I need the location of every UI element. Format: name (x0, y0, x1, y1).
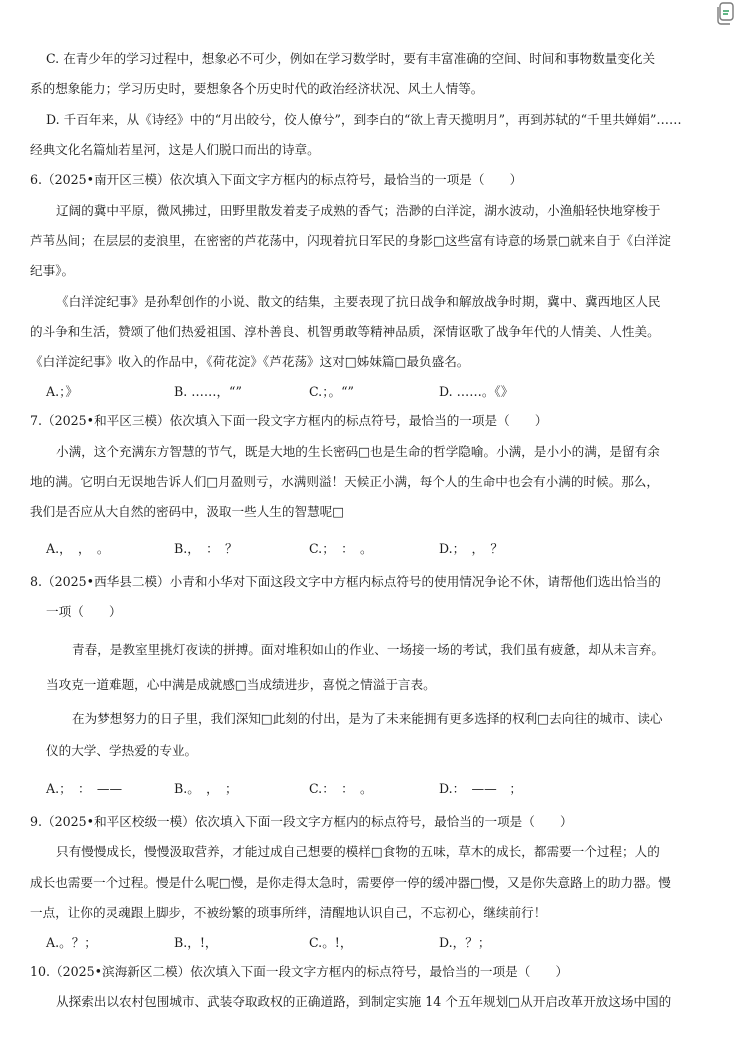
option-c: C.；。“” (309, 384, 354, 399)
copy-icon[interactable] (715, 0, 737, 26)
option-a: A.； ： —— (46, 781, 123, 796)
text-line: 辽阔的冀中平原，微风拂过，田野里散发着麦子成熟的香气；浩渺的白洋淀，湖水波动，小渔船轻快地穿梭于 (56, 203, 661, 218)
text-line: 芦苇丛间；在层层的麦浪里，在密密的芦花荡中，闪现着抗日军民的身影□这些富有诗意的场景□就来自于《白洋淀 (30, 233, 671, 248)
option-d: D.； ， ？ (439, 541, 504, 556)
text-line: 经典文化名篇灿若星河，这是人们脱口而出的诗章。 (30, 142, 320, 157)
option-d: D. ……。《》 (439, 384, 514, 399)
text-line: 地的满。它明白无误地告诉人们□月盈则亏，水满则溢！天候正小满，每个人的生命中也会有小满的时候。那么， (30, 474, 659, 489)
text-line: 《白洋淀纪事》是孙犁创作的小说、散文的结集，主要表现了抗日战争和解放战争时期，冀中、冀西地区人民 (56, 294, 661, 309)
option-c: C.； ： 。 (309, 541, 373, 556)
option-c: C.： ： 。 (309, 781, 373, 796)
text-line: 一项（ ） (46, 604, 122, 619)
option-b: B. ……，“” (174, 384, 242, 399)
question-7: 7.（2025•和平区三模）依次填入下面一段文字方框内的标点符号，最恰当的一项是（ ） (30, 413, 548, 428)
text-line: D. 千百年来，从《诗经》中的“月出皎兮，佼人僚兮”，到李白的“欲上青天揽明月”，再到苏轼的“千里共婵娟”…… (46, 112, 682, 127)
text-line: 《白洋淀纪事》收入的作品中，《荷花淀》《芦花荡》这对□姊妹篇□最负盛名。 (30, 354, 470, 369)
option-a: A.；》 (46, 384, 78, 399)
text-line: 小满，这个充满东方智慧的节气，既是大地的生长密码□也是生命的哲学隐喻。小满，是小小的满，是留有余 (56, 444, 660, 459)
text-line: 系的想象能力；学习历史时，要想象各个历史时代的政治经济状况、风土人情等。 (30, 81, 484, 96)
text-line: C. 在青少年的学习过程中，想象必不可少，例如在学习数学时，要有丰富准确的空间、时间和事物数量变化关 (46, 51, 656, 66)
text-line: 从探索出以农村包围城市、武装夺取政权的正确道路，到制定实施 14 个五年规划□从开启改革开放这场中国的 (56, 994, 672, 1009)
option-b: B.， ： ？ (174, 541, 238, 556)
option-a: A.， ， 。 (46, 541, 110, 556)
text-line: 青春，是教室里挑灯夜读的拼搏。面对堆积如山的作业、一场接一场的考试，我们虽有疲惫，却从未言弃。 (72, 642, 664, 657)
option-d: D.： —— ； (439, 781, 522, 796)
text-line: 当攻克一道难题，心中满是成就感□当成绩进步，喜悦之情溢于言表。 (46, 677, 436, 692)
text-line: 的斗争和生活，赞颂了他们热爱祖国、淳朴善良、机智勇敢等精神品质，深情讴歌了战争年代的人情美、人性美。 (30, 324, 660, 339)
question-6: 6.（2025•南开区三模）依次填入下面文字方框内的标点符号，最恰当的一项是（ ） (30, 172, 523, 187)
question-8: 8.（2025•西华县二模）小青和小华对下面这段文字中方框内标点符号的使用情况争论不休，请帮他们选出恰当的 (30, 574, 661, 589)
text-line: 一点，让你的灵魂跟上脚步，不被纷繁的琐事所绊，清醒地认识自己，不忘初心，继续前行！ (30, 905, 547, 920)
option-a: A.。？； (46, 935, 97, 950)
text-line: 纪事》。 (30, 263, 75, 278)
option-b: B.。 ， ； (174, 781, 238, 796)
text-line: 我们是否应从大自然的密码中，汲取一些人生的智慧呢□ (30, 504, 345, 519)
question-9: 9.（2025•和平区校级一模）依次填入下面一段文字方框内的标点符号，最恰当的一项是（ ） (30, 814, 573, 829)
option-b: B.，!， (174, 935, 218, 950)
text-line: 只有慢慢成长，慢慢汲取营养，才能过成自己想要的模样□食物的五味，草木的成长，都需要一个过程；人的 (56, 844, 660, 859)
text-line: 在为梦想努力的日子里，我们深知□此刻的付出，是为了未来能拥有更多选择的权利□去向往的城市、读心 (72, 711, 663, 726)
text-line: 仪的大学、学热爱的专业。 (46, 743, 198, 758)
text-line: 成长也需要一个过程。慢是什么呢□慢，是你走得太急时，需要停一停的缓冲器□慢，又是你失意路上的助力器。慢 (30, 875, 671, 890)
question-10: 10.（2025•滨海新区二模）依次填入下面一段文字方框内的标点符号，最恰当的一项是（ ） (30, 964, 569, 979)
option-d: D.，？； (439, 935, 491, 950)
option-c: C.。!， (309, 935, 353, 950)
